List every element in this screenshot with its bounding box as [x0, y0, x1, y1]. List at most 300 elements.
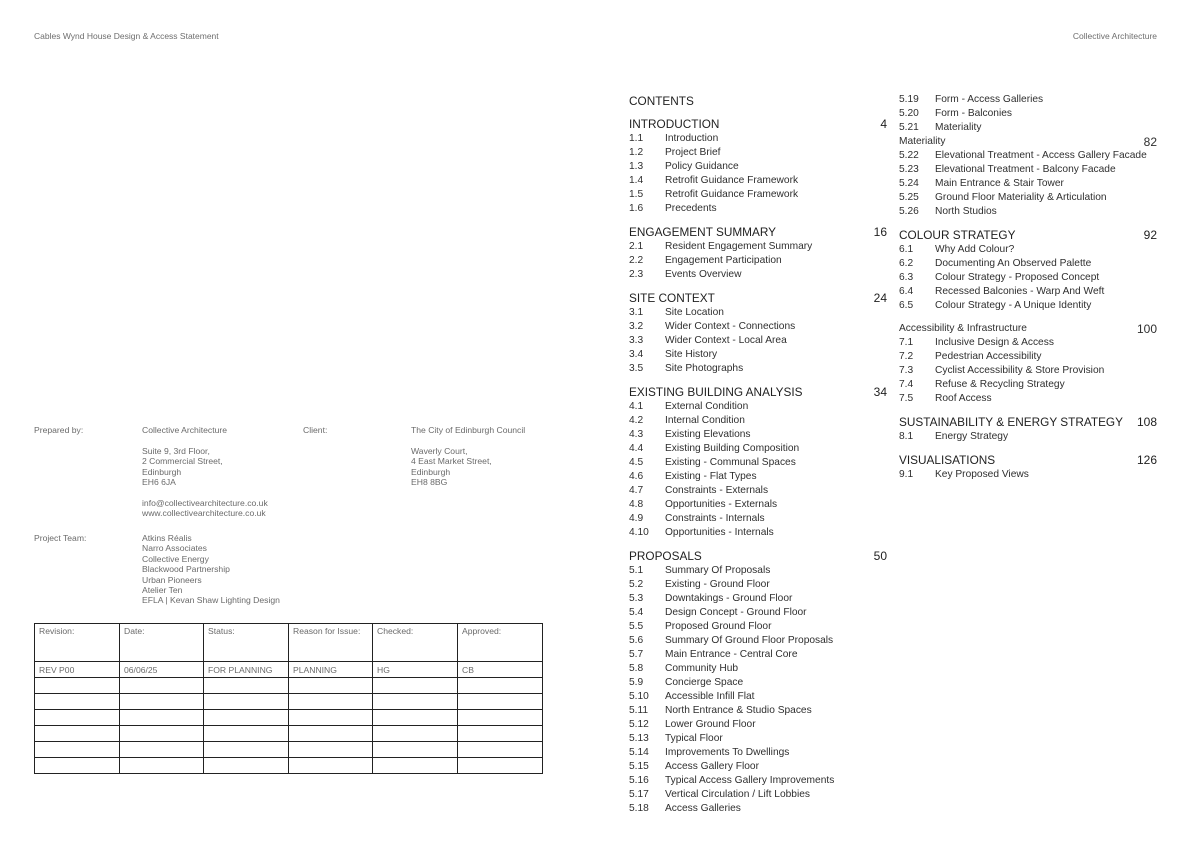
section-page-number: 24	[873, 291, 887, 305]
item-number: 4.4	[629, 443, 644, 454]
contents-item[interactable]	[629, 254, 887, 268]
item-label: Main Entrance & Stair Tower	[935, 178, 1064, 189]
section-heading[interactable]	[899, 453, 1157, 468]
contents-item[interactable]	[899, 299, 1157, 313]
item-label: Existing Elevations	[665, 429, 751, 440]
section-page-number: 108	[1136, 415, 1157, 429]
section-page-number: 16	[873, 225, 887, 239]
section-page-number: 4	[880, 117, 887, 131]
revision-cell	[204, 758, 289, 774]
contents-item[interactable]	[629, 578, 887, 592]
prepared-line: Suite 9, 3rd Floor,	[142, 445, 210, 456]
contents-item[interactable]	[899, 430, 1157, 444]
item-label: Access Galleries	[665, 803, 741, 814]
section-page-number: 34	[873, 385, 887, 399]
revision-cell	[289, 758, 373, 774]
item-label: Wider Context - Local Area	[665, 335, 787, 346]
item-number: 4.9	[629, 513, 644, 524]
revision-cell	[204, 742, 289, 758]
revision-row	[35, 758, 543, 774]
project-team-label: Project Team:	[34, 533, 87, 543]
client-line: EH8 8BG	[411, 476, 448, 487]
item-number: 2.2	[629, 255, 644, 266]
section-title: INTRODUCTION	[629, 117, 720, 131]
project-team-list	[142, 533, 280, 606]
item-label: Materiality	[935, 122, 982, 133]
contents-item[interactable]	[629, 760, 887, 774]
prepared-line: info@collectivearchitecture.co.uk	[142, 497, 268, 508]
revision-cell	[458, 710, 543, 726]
contents-item[interactable]	[629, 512, 887, 526]
item-label: Opportunities - Externals	[665, 499, 778, 510]
contents-column-1	[629, 94, 887, 825]
contents-item[interactable]	[629, 160, 887, 174]
section-heading[interactable]	[629, 549, 887, 564]
contents-item[interactable]	[629, 306, 887, 320]
contents-item[interactable]	[629, 690, 887, 704]
revision-header-cell: Revision:	[35, 624, 120, 662]
item-label: Elevational Treatment - Access Gallery Facade	[935, 150, 1147, 161]
item-number: 5.20	[899, 108, 919, 119]
contents-item[interactable]	[629, 704, 887, 718]
revision-cell	[120, 694, 204, 710]
item-number: 5.4	[629, 607, 644, 618]
item-label: Precedents	[665, 203, 717, 214]
item-number: 1.6	[629, 203, 644, 214]
revision-cell	[120, 742, 204, 758]
revision-cell	[289, 694, 373, 710]
contents-item[interactable]	[629, 174, 887, 188]
item-number: 5.9	[629, 677, 644, 688]
item-number: 9.1	[899, 469, 914, 480]
item-label: Site History	[665, 349, 718, 360]
revision-cell	[373, 742, 458, 758]
team-line: EFLA | Kevan Shaw Lighting Design	[142, 595, 280, 606]
contents-item[interactable]	[629, 634, 887, 648]
contents-item[interactable]	[899, 271, 1157, 285]
item-label: Elevational Treatment - Balcony Facade	[935, 164, 1116, 175]
item-number: 4.1	[629, 401, 644, 412]
item-number: 1.4	[629, 175, 644, 186]
contents-item[interactable]	[629, 774, 887, 788]
item-number: 1.3	[629, 161, 644, 172]
section-heading[interactable]	[899, 322, 1157, 336]
contents-item[interactable]	[629, 732, 887, 746]
revision-cell: 06/06/25	[120, 662, 204, 678]
contents-item[interactable]	[899, 350, 1157, 364]
contents-section	[629, 291, 887, 376]
item-label: Existing - Communal Spaces	[665, 457, 796, 468]
section-title: COLOUR STRATEGY	[899, 228, 1016, 242]
revision-row	[35, 678, 543, 694]
item-number: 5.7	[629, 649, 644, 660]
item-label: Form - Access Galleries	[935, 94, 1044, 105]
contents-item[interactable]	[629, 498, 887, 512]
item-label: Access Gallery Floor	[665, 761, 759, 772]
contents-item[interactable]	[629, 456, 887, 470]
client-line	[411, 435, 525, 445]
item-label: Internal Condition	[665, 415, 745, 426]
team-line: Atkins Réalis	[142, 533, 192, 543]
contents-item[interactable]	[899, 243, 1157, 257]
item-label: Colour Strategy - A Unique Identity	[935, 300, 1092, 311]
item-label: Existing Building Composition	[665, 443, 800, 454]
contents-section	[899, 135, 1157, 219]
revision-cell	[120, 710, 204, 726]
contents-item[interactable]	[629, 414, 887, 428]
item-number: 3.2	[629, 321, 644, 332]
contents-item[interactable]	[629, 146, 887, 160]
item-number: 4.5	[629, 457, 644, 468]
revision-cell	[35, 742, 120, 758]
team-line: Urban Pioneers	[142, 574, 202, 585]
revision-cell	[373, 726, 458, 742]
contents-item[interactable]	[629, 676, 887, 690]
item-number: 5.18	[629, 803, 649, 814]
item-number: 6.4	[899, 286, 914, 297]
item-number: 5.1	[629, 565, 644, 576]
team-line: Narro Associates	[142, 543, 207, 554]
revision-row	[35, 726, 543, 742]
item-label: Summary Of Proposals	[665, 565, 771, 576]
item-label: Energy Strategy	[935, 431, 1009, 442]
revision-cell: REV P00	[35, 662, 120, 678]
item-number: 5.8	[629, 663, 644, 674]
item-number: 5.6	[629, 635, 644, 646]
revision-cell	[458, 694, 543, 710]
contents-item[interactable]	[899, 107, 1157, 121]
item-label: Engagement Participation	[665, 255, 782, 266]
section-page-number: 82	[1143, 135, 1157, 149]
prepared-line	[142, 435, 268, 445]
item-number: 5.23	[899, 164, 919, 175]
item-label: Downtakings - Ground Floor	[665, 593, 793, 604]
contents-section	[899, 322, 1157, 406]
contents-column-2	[899, 93, 1157, 491]
item-label: Existing - Flat Types	[665, 471, 757, 482]
revision-cell	[373, 694, 458, 710]
contents-item[interactable]	[629, 484, 887, 498]
client-line: 4 East Market Street,	[411, 456, 492, 467]
revision-header-cell: Checked:	[373, 624, 458, 662]
section-heading[interactable]	[899, 135, 1157, 149]
item-number: 5.13	[629, 733, 649, 744]
item-label: Pedestrian Accessibility	[935, 351, 1042, 362]
revision-cell	[289, 742, 373, 758]
item-number: 5.22	[899, 150, 919, 161]
item-label: Accessible Infill Flat	[665, 691, 755, 702]
contents-item[interactable]	[899, 177, 1157, 191]
prepared-line: Edinburgh	[142, 466, 182, 477]
section-heading[interactable]	[899, 415, 1157, 430]
item-number: 5.26	[899, 206, 919, 217]
item-label: Wider Context - Connections	[665, 321, 796, 332]
section-title: SITE CONTEXT	[629, 291, 715, 305]
item-number: 5.24	[899, 178, 919, 189]
contents-item[interactable]	[899, 468, 1157, 482]
contents-item[interactable]	[899, 205, 1157, 219]
revision-cell	[35, 758, 120, 774]
revision-cell	[373, 710, 458, 726]
contents-item[interactable]	[629, 268, 887, 282]
team-line: Collective Energy	[142, 553, 209, 564]
item-number: 5.2	[629, 579, 644, 590]
contents-item[interactable]	[899, 285, 1157, 299]
item-number: 5.10	[629, 691, 649, 702]
item-number: 5.15	[629, 761, 649, 772]
section-title: PROPOSALS	[629, 549, 702, 563]
section-heading[interactable]	[629, 385, 887, 400]
client-label: Client:	[303, 425, 328, 435]
item-label: Project Brief	[665, 147, 721, 158]
revision-cell	[204, 678, 289, 694]
contents-item[interactable]	[899, 336, 1157, 350]
item-number: 3.4	[629, 349, 644, 360]
revision-cell	[204, 726, 289, 742]
contents-item[interactable]	[629, 240, 887, 254]
item-label: Lower Ground Floor	[665, 719, 756, 730]
item-label: Concierge Space	[665, 677, 744, 688]
section-page-number: 100	[1136, 322, 1157, 336]
revision-cell: PLANNING	[289, 662, 373, 678]
item-label: Key Proposed Views	[935, 469, 1029, 480]
contents-item[interactable]	[899, 149, 1157, 163]
section-title: Accessibility & Infrastructure	[899, 323, 1027, 334]
item-number: 5.25	[899, 192, 919, 203]
item-label: Introduction	[665, 133, 719, 144]
revision-cell	[120, 758, 204, 774]
item-number: 5.12	[629, 719, 649, 730]
revision-cell	[120, 726, 204, 742]
prepared-line: 2 Commercial Street,	[142, 456, 223, 467]
revision-row	[35, 694, 543, 710]
item-label: Retrofit Guidance Framework	[665, 189, 799, 200]
revision-cell: HG	[373, 662, 458, 678]
contents-item[interactable]	[899, 93, 1157, 107]
team-line: Blackwood Partnership	[142, 564, 230, 575]
item-label: Events Overview	[665, 269, 742, 280]
contents-item[interactable]	[629, 802, 887, 816]
item-number: 2.3	[629, 269, 644, 280]
section-page-number: 92	[1143, 228, 1157, 242]
item-label: Site Photographs	[665, 363, 744, 374]
item-number: 6.3	[899, 272, 914, 283]
revision-cell	[35, 726, 120, 742]
item-number: 4.8	[629, 499, 644, 510]
contents-section	[629, 549, 887, 816]
section-title: Materiality	[899, 136, 946, 147]
contents-item[interactable]	[629, 592, 887, 606]
item-label: Design Concept - Ground Floor	[665, 607, 807, 618]
item-number: 5.3	[629, 593, 644, 604]
contents-section	[899, 415, 1157, 444]
item-number: 3.5	[629, 363, 644, 374]
item-label: Retrofit Guidance Framework	[665, 175, 799, 186]
section-heading[interactable]	[899, 228, 1157, 243]
revision-cell	[35, 678, 120, 694]
item-number: 4.6	[629, 471, 644, 482]
contents-section	[629, 117, 887, 216]
item-label: Existing - Ground Floor	[665, 579, 770, 590]
item-number: 5.16	[629, 775, 649, 786]
item-number: 5.17	[629, 789, 649, 800]
contents-item[interactable]	[899, 364, 1157, 378]
revision-cell: CB	[458, 662, 543, 678]
contents-item[interactable]	[629, 746, 887, 760]
item-label: Ground Floor Materiality & Articulation	[935, 192, 1107, 203]
item-number: 7.3	[899, 365, 914, 376]
contents-item[interactable]	[629, 620, 887, 634]
client-line: The City of Edinburgh Council	[411, 425, 526, 435]
item-number: 8.1	[899, 431, 914, 442]
revision-cell	[204, 710, 289, 726]
section-title: VISUALISATIONS	[899, 453, 996, 467]
item-label: Form - Balconies	[935, 108, 1012, 119]
contents-item[interactable]	[629, 348, 887, 362]
item-label: North Studios	[935, 206, 997, 217]
revision-cell	[120, 678, 204, 694]
item-label: North Entrance & Studio Spaces	[665, 705, 812, 716]
contents-item[interactable]	[629, 400, 887, 414]
item-number: 4.2	[629, 415, 644, 426]
revision-header-cell: Status:	[204, 624, 289, 662]
document-title: Cables Wynd House Design & Access Statement	[34, 31, 219, 41]
item-number: 7.4	[899, 379, 914, 390]
item-label: Proposed Ground Floor	[665, 621, 772, 632]
contents-item[interactable]	[899, 121, 1157, 135]
section-title: ENGAGEMENT SUMMARY	[629, 225, 777, 239]
contents-section	[899, 93, 1157, 135]
revision-row	[35, 662, 543, 678]
revision-cell	[35, 694, 120, 710]
item-label: Constraints - Internals	[665, 513, 765, 524]
revision-cell	[35, 710, 120, 726]
contents-item[interactable]	[629, 132, 887, 146]
contents-item[interactable]	[629, 606, 887, 620]
section-page-number: 50	[873, 549, 887, 563]
item-number: 4.7	[629, 485, 644, 496]
item-number: 5.11	[629, 705, 649, 716]
revision-cell	[204, 694, 289, 710]
contents-section	[899, 228, 1157, 313]
contents-section	[629, 385, 887, 540]
item-number: 5.5	[629, 621, 644, 632]
item-label: Inclusive Design & Access	[935, 337, 1054, 348]
revision-cell	[289, 726, 373, 742]
item-number: 1.1	[629, 133, 644, 144]
revision-header-cell: Reason for Issue:	[289, 624, 373, 662]
contents-title: CONTENTS	[629, 94, 694, 108]
item-number: 7.2	[899, 351, 914, 362]
revision-cell	[458, 758, 543, 774]
item-number: 5.14	[629, 747, 649, 758]
contents-item[interactable]	[629, 788, 887, 802]
contents-item[interactable]	[629, 362, 887, 376]
item-number: 5.19	[899, 94, 919, 105]
revision-header-row	[35, 624, 543, 662]
item-number: 4.3	[629, 429, 644, 440]
section-heading[interactable]	[629, 291, 887, 306]
item-number: 1.5	[629, 189, 644, 200]
contents-item[interactable]	[899, 392, 1157, 406]
contents-item[interactable]	[899, 378, 1157, 392]
item-label: Constraints - Externals	[665, 485, 769, 496]
section-heading[interactable]	[629, 225, 887, 240]
contents-item[interactable]	[629, 662, 887, 676]
item-number: 4.10	[629, 527, 649, 538]
section-title: EXISTING BUILDING ANALYSIS	[629, 385, 803, 399]
item-label: Refuse & Recycling Strategy	[935, 379, 1065, 390]
contents-item[interactable]	[629, 188, 887, 202]
item-number: 5.21	[899, 122, 919, 133]
contents-item[interactable]	[899, 191, 1157, 205]
contents-item[interactable]	[899, 257, 1157, 271]
item-label: External Condition	[665, 401, 749, 412]
contents-item[interactable]	[629, 526, 887, 540]
contents-item[interactable]	[629, 564, 887, 578]
prepared-line: EH6 6JA	[142, 476, 176, 487]
item-label: Recessed Balconies - Warp And Weft	[935, 286, 1105, 297]
contents-item[interactable]	[629, 334, 887, 348]
contents-item[interactable]	[629, 718, 887, 732]
revision-row	[35, 710, 543, 726]
item-label: Community Hub	[665, 663, 739, 674]
team-line: Atelier Ten	[142, 584, 183, 595]
item-number: 6.1	[899, 244, 914, 255]
item-label: Opportunities - Internals	[665, 527, 774, 538]
contents-section	[629, 225, 887, 282]
item-label: Typical Access Gallery Improvements	[665, 775, 835, 786]
item-label: Colour Strategy - Proposed Concept	[935, 272, 1100, 283]
revision-cell	[458, 742, 543, 758]
revision-cell	[289, 710, 373, 726]
section-heading[interactable]	[629, 117, 887, 132]
contents-item[interactable]	[629, 428, 887, 442]
item-number: 3.3	[629, 335, 644, 346]
revision-cell	[458, 678, 543, 694]
revision-cell	[458, 726, 543, 742]
company-name: Collective Architecture	[1072, 31, 1157, 41]
item-label: Vertical Circulation / Lift Lobbies	[665, 789, 810, 800]
item-number: 1.2	[629, 147, 644, 158]
contents-item[interactable]	[629, 442, 887, 456]
contents-item[interactable]	[629, 320, 887, 334]
item-label: Typical Floor	[665, 733, 723, 744]
revision-cell	[289, 678, 373, 694]
contents-item[interactable]	[629, 202, 887, 216]
item-label: Roof Access	[935, 393, 992, 404]
contents-item[interactable]	[899, 163, 1157, 177]
section-title: SUSTAINABILITY & ENERGY STRATEGY	[899, 415, 1123, 429]
revision-row	[35, 742, 543, 758]
prepared-line: Collective Architecture	[142, 425, 228, 435]
revision-cell	[373, 758, 458, 774]
contents-item[interactable]	[629, 648, 887, 662]
item-label: Summary Of Ground Floor Proposals	[665, 635, 834, 646]
contents-item[interactable]	[629, 470, 887, 484]
revision-cell	[373, 678, 458, 694]
item-label: Site Location	[665, 307, 724, 318]
contents-section	[899, 453, 1157, 482]
client-line: Waverly Court,	[411, 445, 468, 456]
item-label: Resident Engagement Summary	[665, 241, 813, 252]
item-number: 7.5	[899, 393, 914, 404]
revision-header-cell: Approved:	[458, 624, 543, 662]
item-number: 3.1	[629, 307, 644, 318]
section-page-number: 126	[1136, 453, 1157, 467]
item-number: 6.2	[899, 258, 914, 269]
prepared-by-details	[142, 425, 268, 519]
